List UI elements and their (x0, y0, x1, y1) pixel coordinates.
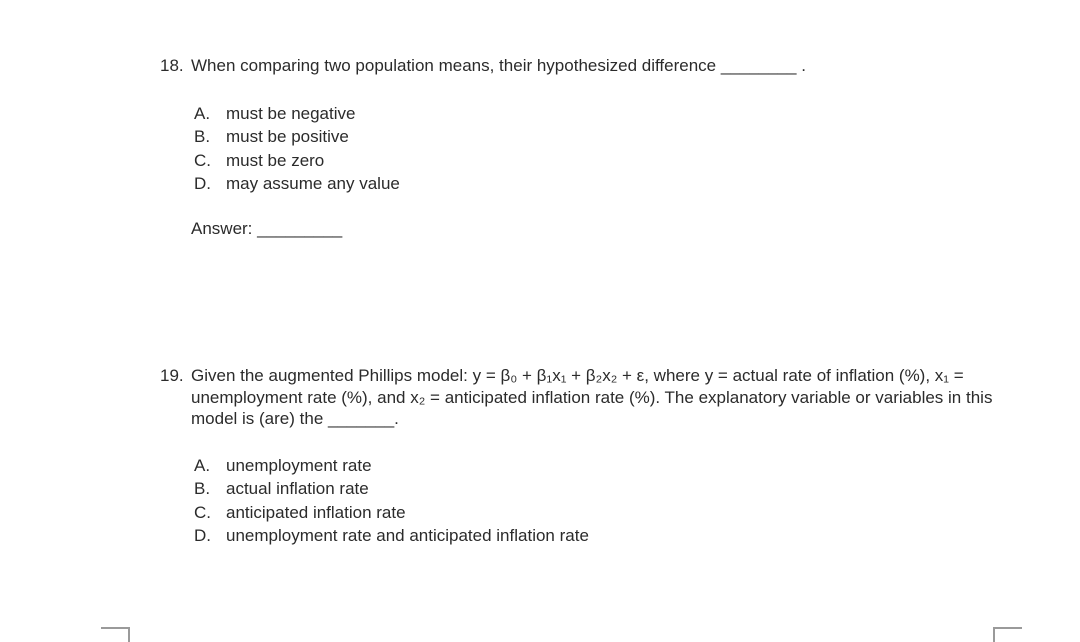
question-19 (160, 365, 1020, 548)
option-a (194, 102, 1020, 126)
answer-blank: Answer: _________ (191, 218, 343, 238)
question-number: 19. (160, 366, 184, 385)
option-letter: C. (194, 150, 211, 170)
option-letter: B. (194, 127, 211, 146)
option-a (194, 454, 1020, 478)
option-letter: A. (194, 455, 211, 475)
question-stem (160, 365, 1020, 430)
option-letter: D. (194, 174, 211, 193)
option-letter: A. (194, 103, 211, 123)
option-b (194, 125, 1020, 149)
option-c (194, 149, 1020, 173)
option-text: must be zero (226, 150, 325, 170)
question-text: Given the augmented Phillips model: y = β₀ + β₁x₁ + β₂x₂ + ε, where y = actual rate of inflation (%), x₁ = unemployment rate (%), and x₂ = anticipated inflation rate (%). The explanatory variable or variables in this model is (are) the _______. (191, 366, 998, 428)
question-number: 18. (160, 56, 184, 75)
option-d (194, 524, 1020, 548)
question-stem (160, 55, 1020, 77)
option-c (194, 501, 1020, 525)
option-text: unemployment rate and anticipated inflation rate (226, 526, 589, 545)
answer-options (194, 102, 1020, 196)
question-text: When comparing two population means, their hypothesized difference ________ . (191, 56, 806, 75)
option-letter: D. (194, 526, 211, 545)
option-text: actual inflation rate (226, 479, 369, 498)
option-text: must be negative (226, 103, 356, 123)
option-text: unemployment rate (226, 455, 372, 475)
option-text: must be positive (226, 127, 349, 146)
option-d (194, 172, 1020, 196)
option-b (194, 477, 1020, 501)
option-letter: B. (194, 479, 211, 498)
question-18 (160, 55, 1020, 239)
answer-options (194, 454, 1020, 548)
option-text: anticipated inflation rate (226, 502, 406, 522)
option-text: may assume any value (226, 174, 400, 193)
option-letter: C. (194, 502, 211, 522)
